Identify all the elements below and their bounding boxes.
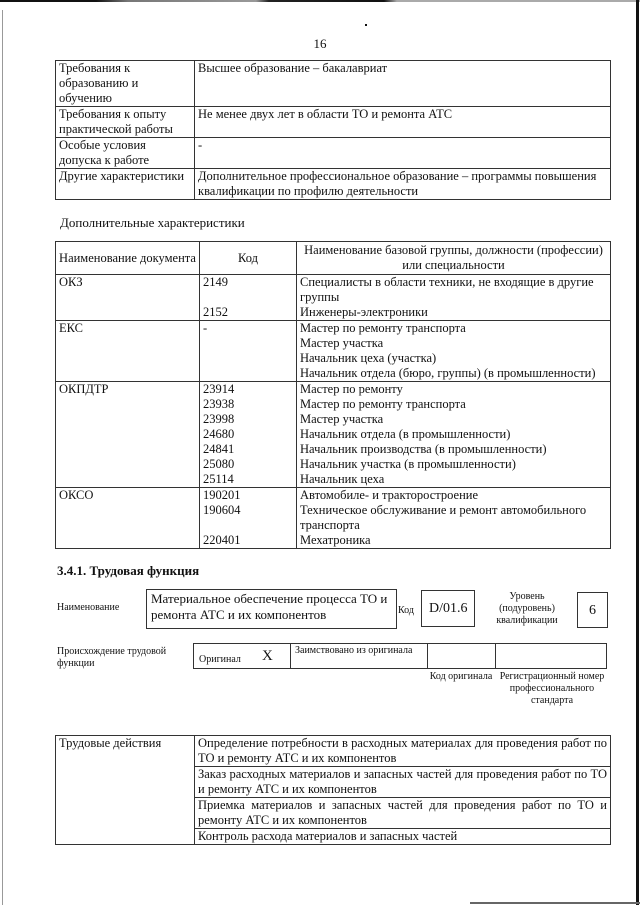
table-header-row	[56, 242, 611, 275]
labor-action-item: Приемка материалов и запасных частей для проведения работ по ТО и ремонту АТС и их компонентов	[195, 798, 611, 829]
requirement-value: -	[195, 138, 611, 169]
requirement-value: Не менее двух лет в области ТО и ремонта АТС	[195, 107, 611, 138]
requirements-table	[55, 60, 611, 200]
group-name: Мехатроника	[300, 533, 371, 547]
original-cell	[194, 644, 291, 668]
group-name-cell	[297, 382, 611, 488]
labor-action-row	[56, 736, 611, 767]
group-name: Мастер участка	[300, 336, 384, 350]
qualification-level-field: 6	[577, 592, 608, 628]
code-value: 2152	[203, 305, 228, 319]
group-name: Инженеры-электроники	[300, 305, 428, 319]
origin-label: Происхождение трудовой функции	[57, 646, 167, 669]
code-value: 24841	[203, 442, 235, 456]
group-name-cell	[297, 488, 611, 549]
scan-border-right	[636, 0, 639, 905]
table-row	[56, 382, 611, 488]
code-cell	[200, 321, 297, 382]
original-code-cell	[428, 644, 496, 668]
group-name: Начальник участка (в промышленности)	[300, 457, 516, 471]
header-document: Наименование документа	[56, 242, 200, 275]
code-value: 24680	[203, 427, 235, 441]
code-value	[203, 336, 293, 351]
requirement-value: Дополнительное профессиональное образование – программы повышения квалификации по профилю деятельности	[195, 169, 611, 200]
requirement-row	[56, 61, 611, 107]
labor-action-item: Заказ расходных материалов и запасных частей для проведения работ по ТО и ремонту АТС и их компонентов	[195, 767, 611, 798]
scan-border-top	[0, 0, 640, 2]
group-name: Специалисты в области техники, не входящие в другие группы	[300, 275, 594, 304]
requirement-value: Высшее образование – бакалавриат	[195, 61, 611, 107]
original-mark: X	[262, 648, 273, 664]
code-value	[203, 366, 293, 381]
requirement-row	[56, 138, 611, 169]
code-value: 23914	[203, 382, 235, 396]
labor-action-item: Определение потребности в расходных материалах для проведения работ по ТО и ремонту АТС и их компонентов	[195, 736, 611, 767]
origin-row	[193, 643, 607, 669]
group-name: Начальник отдела (в промышленности)	[300, 427, 511, 441]
additional-characteristics-table	[55, 241, 611, 549]
requirement-label: Другие характеристики	[56, 169, 195, 200]
code-value: 2149	[203, 275, 228, 289]
code-value: 25080	[203, 457, 235, 471]
function-name-field: Материальное обеспечение процесса ТО и ремонта АТС и их компонентов	[146, 589, 397, 629]
requirement-label: Требования к образованию и обучению	[56, 61, 195, 107]
table-row	[56, 321, 611, 382]
code-label: Код	[398, 605, 414, 616]
original-label: Оригинал	[199, 654, 241, 665]
group-name-cell	[297, 275, 611, 321]
group-name: Начальник отдела (бюро, группы) (в промышленности)	[300, 366, 596, 380]
labor-actions-table	[55, 735, 611, 845]
scan-border-bottom	[470, 902, 640, 904]
requirement-row	[56, 169, 611, 200]
group-name: Начальник цеха (участка)	[300, 351, 437, 365]
group-name: Начальник производства (в промышленности)	[300, 442, 547, 456]
group-name: Автомобиле- и тракторостроение	[300, 488, 478, 502]
labor-actions-label: Трудовые действия	[56, 736, 195, 845]
requirement-label: Требования к опыту практической работы	[56, 107, 195, 138]
name-label: Наименование	[57, 602, 120, 613]
page-number: 16	[313, 36, 327, 51]
code-value: 25114	[203, 472, 234, 486]
qualification-level-label: Уровень (подуровень) квалификации	[496, 591, 558, 626]
group-name: Начальник цеха	[300, 472, 385, 486]
code-cell	[200, 382, 297, 488]
requirement-label: Особые условия допуска к работе	[56, 138, 195, 169]
code-value: 23938	[203, 397, 235, 411]
code-value: -	[203, 321, 208, 335]
labor-action-item: Контроль расхода материалов и запасных частей	[195, 829, 611, 845]
header-group-name: Наименование базовой группы, должности (профессии) или специальности	[297, 242, 611, 275]
group-name: Мастер по ремонту транспорта	[300, 321, 466, 335]
section-heading: 3.4.1. Трудовая функция	[57, 563, 200, 578]
document-name: ОКПДТР	[56, 382, 200, 488]
document-name: ОКСО	[56, 488, 200, 549]
table-row	[56, 488, 611, 549]
group-name: Мастер по ремонту транспорта	[300, 397, 466, 411]
code-cell	[200, 275, 297, 321]
document-name: ОКЗ	[56, 275, 200, 321]
group-name: Мастер участка	[300, 412, 384, 426]
scan-border-left	[2, 10, 3, 905]
borrowed-label: Заимствовано из оригинала	[295, 645, 413, 656]
group-name-cell	[297, 321, 611, 382]
additional-characteristics-title: Дополнительные характеристики	[60, 215, 245, 230]
group-name: Техническое обслуживание и ремонт автомобильного транспорта	[300, 503, 587, 532]
group-name: Мастер по ремонту	[300, 382, 403, 396]
function-code-field: D/01.6	[421, 590, 475, 627]
original-code-caption: Код оригинала	[429, 671, 493, 682]
reg-number-caption: Регистрационный номер профессионального стандарта	[499, 671, 605, 706]
code-cell	[200, 488, 297, 549]
requirement-row	[56, 107, 611, 138]
reg-number-cell	[496, 644, 606, 668]
document-name: ЕКС	[56, 321, 200, 382]
code-value	[203, 351, 293, 366]
table-row	[56, 275, 611, 321]
scan-speck	[365, 24, 367, 26]
code-value: 23998	[203, 412, 235, 426]
borrowed-cell	[291, 644, 428, 668]
code-value: 190201	[203, 488, 241, 502]
code-value: 220401	[203, 533, 241, 547]
code-value: 190604	[203, 503, 241, 517]
header-code: Код	[200, 242, 297, 275]
